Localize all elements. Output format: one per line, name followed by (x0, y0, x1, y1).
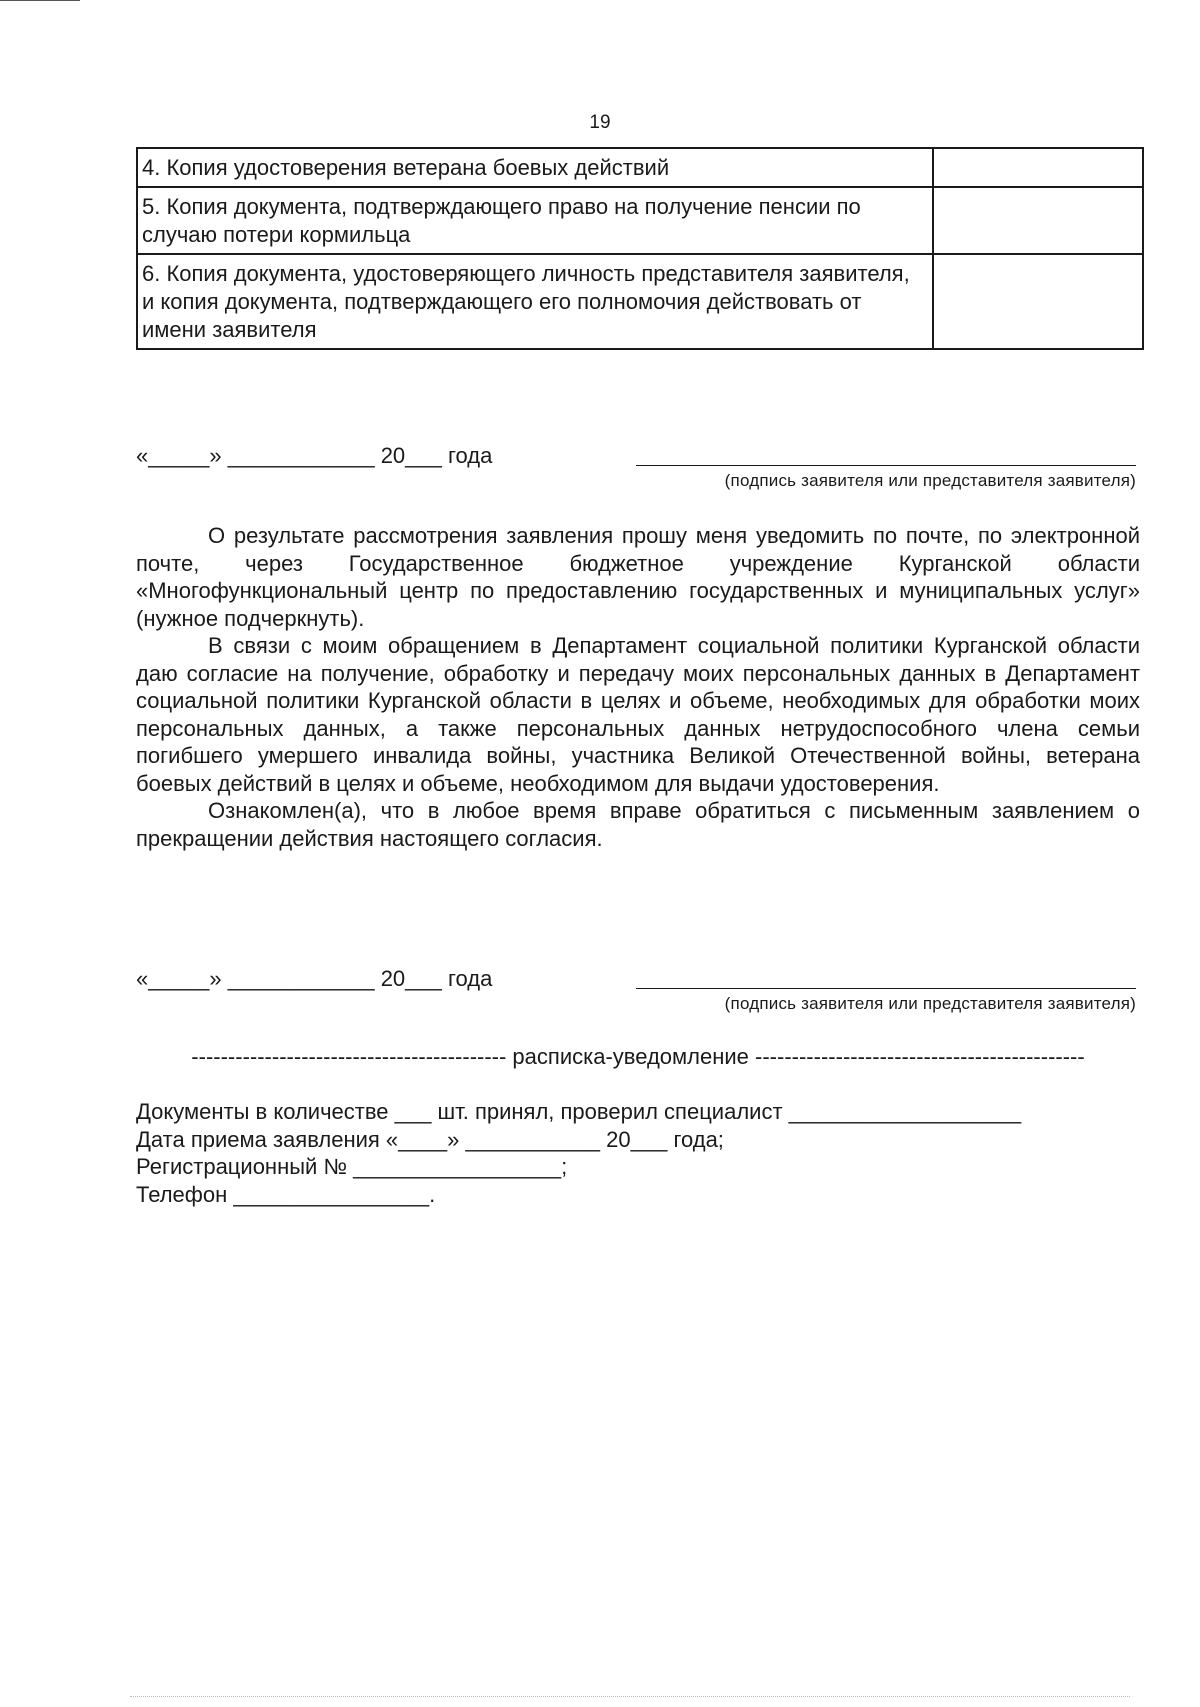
receipt-notice (136, 1098, 1140, 1208)
signature-block-second (136, 966, 1146, 1018)
document-item: 5. Копия документа, подтверждающего право на получение пенсии по случаю потери кормильца (137, 187, 933, 254)
receipt-divider: ------------------------------------------- расписка-уведомление --------------------------------------------- (191, 1044, 1085, 1069)
signature-block-first (136, 443, 1146, 495)
date-field[interactable]: «_____» ____________ 20___ года (136, 966, 493, 991)
document-mark-cell[interactable] (933, 254, 1143, 349)
receipt-date-line[interactable]: Дата приема заявления «____» ___________ 20___ года; (136, 1126, 724, 1152)
acknowledgement-paragraph: Ознакомлен(а), что в любое время вправе обратиться с письменным заявлением о прекращении действия настоящего согласия. (136, 798, 1140, 851)
date-field[interactable]: «_____» ____________ 20___ года (136, 443, 493, 468)
receipt-registration-line[interactable]: Регистрационный № _________________; (136, 1154, 568, 1179)
table-row (137, 187, 1143, 254)
consent-paragraph: В связи с моим обращением в Департамент социальной политики Курганской области даю согласие на получение, обработку и передачу моих персональных данных в Департамент социальной политики Курганской области в целях и объеме, необходимых для обработки моих персональных данных, а также персональных данных нетрудоспособного члена семьи погибшего умершего инвалида войны, участника Великой Отечественной войны, ветерана боевых действий в целях и объеме, необходимом для выдачи удостоверения. (136, 633, 1140, 796)
consent-text (136, 522, 1140, 852)
signature-line[interactable] (636, 465, 1136, 466)
table-row (137, 254, 1143, 349)
document-mark-cell[interactable] (933, 187, 1143, 254)
document-mark-cell[interactable] (933, 148, 1143, 187)
scan-corner-mark (0, 0, 80, 1)
signature-caption: (подпись заявителя или представителя заявителя) (724, 471, 1136, 490)
receipt-phone-line[interactable]: Телефон ________________. (136, 1181, 436, 1207)
notification-paragraph: О результате рассмотрения заявления прошу меня уведомить по почте, по электронной почте, через Государственное бюджетное учреждение Курганской области «Многофункциональный центр по предоставлению государственных и муниципальных услуг» (нужное подчеркнуть). (136, 523, 1140, 631)
signature-line[interactable] (636, 988, 1136, 989)
signature-caption: (подпись заявителя или представителя заявителя) (724, 994, 1136, 1013)
document-item: 4. Копия удостоверения ветерана боевых действий (137, 148, 933, 187)
table-row (137, 148, 1143, 187)
document-item: 6. Копия документа, удостоверяющего личность представителя заявителя, и копия документа, подтверждающего его полномочия действовать от имени заявителя (137, 254, 933, 349)
documents-table (136, 147, 1144, 350)
receipt-documents-line[interactable]: Документы в количестве ___ шт. принял, проверил специалист ___________________ (136, 1099, 1022, 1124)
scan-bottom-edge (130, 1696, 1130, 1697)
page-number: 19 (589, 112, 611, 133)
